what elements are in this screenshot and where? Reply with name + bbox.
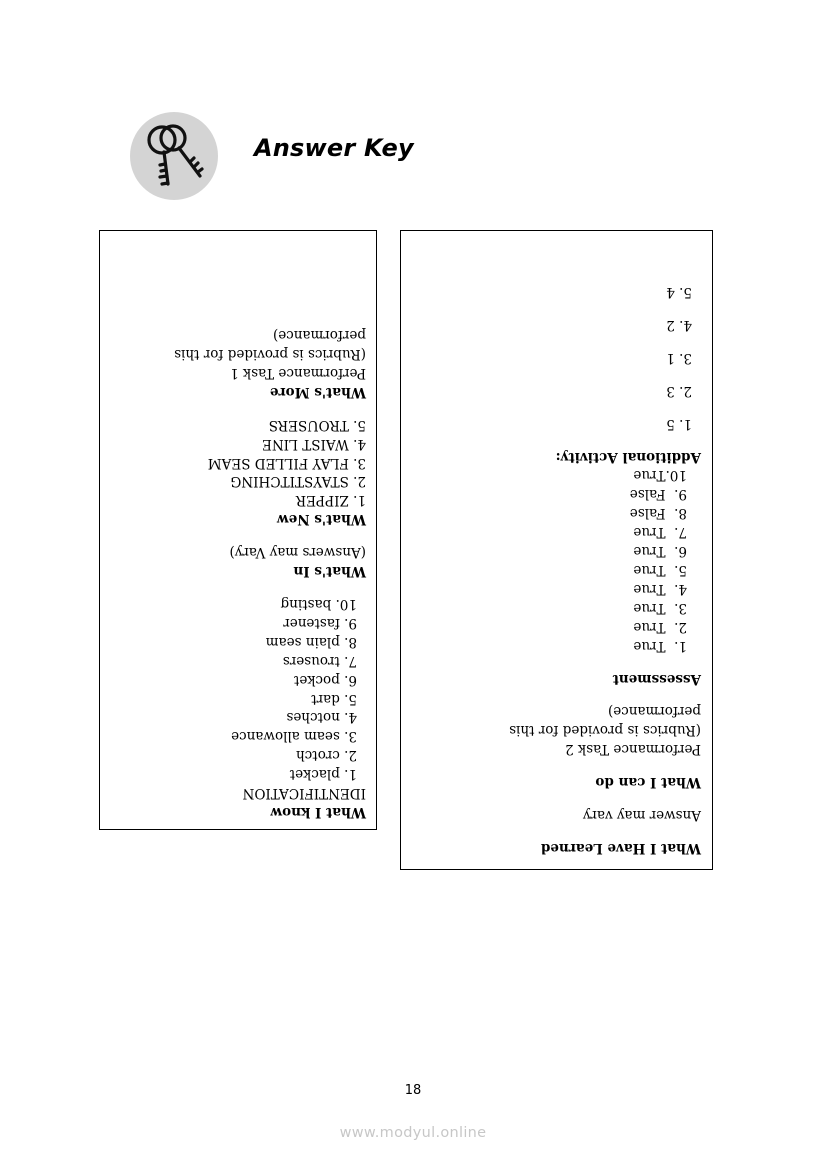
section-gap	[411, 688, 701, 702]
whats-more-line: performance)	[272, 327, 366, 344]
section-gap	[411, 433, 701, 447]
assessment-item: 8. False	[629, 505, 687, 522]
section-gap	[411, 824, 701, 838]
what-i-know-item: 6. pocket	[293, 671, 357, 688]
what-i-know-item: 3. seam allowance	[231, 728, 357, 745]
what-i-know-heading: What I know	[270, 804, 366, 820]
assessment-item: 5. True	[633, 562, 687, 579]
additional-activity-item: 1. 5	[666, 415, 692, 432]
section-gap	[110, 401, 366, 415]
whats-in-heading: What's In	[293, 563, 366, 580]
what-i-know-item: 9. fastener	[283, 614, 357, 631]
assessment-item: 4. True	[633, 580, 687, 597]
assessment-item: 7. True	[633, 524, 687, 541]
whats-new-item: 2. STAYSTITCHING	[230, 473, 366, 490]
whats-more-line: (Rubrics is provided for this	[174, 346, 366, 363]
section-gap	[411, 334, 701, 348]
whats-more-line: Performance Task 1	[230, 364, 366, 381]
section-gap	[110, 580, 366, 594]
whats-more-heading: What's More	[269, 383, 366, 400]
left-answer-content	[100, 231, 376, 829]
assessment-item: 10.True	[633, 467, 687, 484]
what-i-can-do-heading: What I can do	[595, 774, 701, 791]
section-gap	[411, 400, 701, 414]
left-answer-box	[99, 230, 377, 830]
assessment-item: 6. True	[633, 543, 687, 560]
whats-new-item: 4. WAIST LINE	[262, 435, 366, 452]
identification-label: IDENTIFICATION	[242, 785, 366, 802]
assessment-item: 9. False	[629, 486, 687, 503]
watermark: www.modyul.online	[339, 1125, 487, 1141]
whats-in-text: (Answers may Vary)	[229, 544, 366, 561]
additional-activity-item: 2. 3	[666, 382, 692, 399]
additional-activity-item: 4. 2	[666, 316, 692, 333]
right-answer-content	[401, 231, 712, 869]
whats-new-item: 1. ZIPPER	[295, 492, 366, 509]
what-i-know-item: 2. crotch	[296, 747, 357, 764]
right-answer-box	[400, 230, 713, 870]
section-gap	[411, 301, 701, 315]
assessment-item: 3. True	[633, 599, 687, 616]
keys-icon-graphic	[130, 112, 218, 200]
assessment-item: 2. True	[633, 618, 687, 635]
what-i-know-item: 4. notches	[286, 709, 357, 726]
what-i-know-item: 10. basting	[280, 596, 357, 613]
what-i-have-learned-heading: What I Have Learned	[540, 840, 701, 856]
section-gap	[411, 655, 701, 669]
whats-new-item: 5. TROUSERS	[268, 416, 366, 433]
page-title: Answer Key	[254, 134, 414, 162]
section-gap	[411, 758, 701, 772]
section-gap	[411, 367, 701, 381]
what-i-know-item: 1. placket	[289, 766, 357, 783]
what-i-can-do-line: performance)	[607, 703, 701, 720]
section-gap	[411, 791, 701, 805]
whats-new-heading: What's New	[277, 511, 366, 528]
what-i-know-item: 7. trousers	[282, 652, 357, 669]
additional-activity-heading: Additional Activity:	[555, 448, 701, 465]
what-i-can-do-line: Performance Task 2	[565, 741, 701, 758]
what-i-know-item: 5. dart	[311, 690, 357, 707]
assessment-item: 1. True	[633, 637, 687, 654]
what-i-have-learned-text: Answer may vary	[582, 807, 701, 824]
keys-icon	[130, 112, 218, 200]
whats-new-item: 3. FLAY FILLED SEAM	[207, 454, 366, 471]
additional-activity-item: 5. 4	[666, 284, 692, 301]
what-i-know-item: 8. plain seam	[265, 633, 357, 650]
assessment-heading: Assessment	[612, 670, 701, 687]
what-i-can-do-line: (Rubrics is provided for this	[509, 722, 701, 739]
page-number: 18	[404, 1083, 422, 1098]
section-gap	[110, 528, 366, 542]
additional-activity-item: 3. 1	[666, 349, 692, 366]
